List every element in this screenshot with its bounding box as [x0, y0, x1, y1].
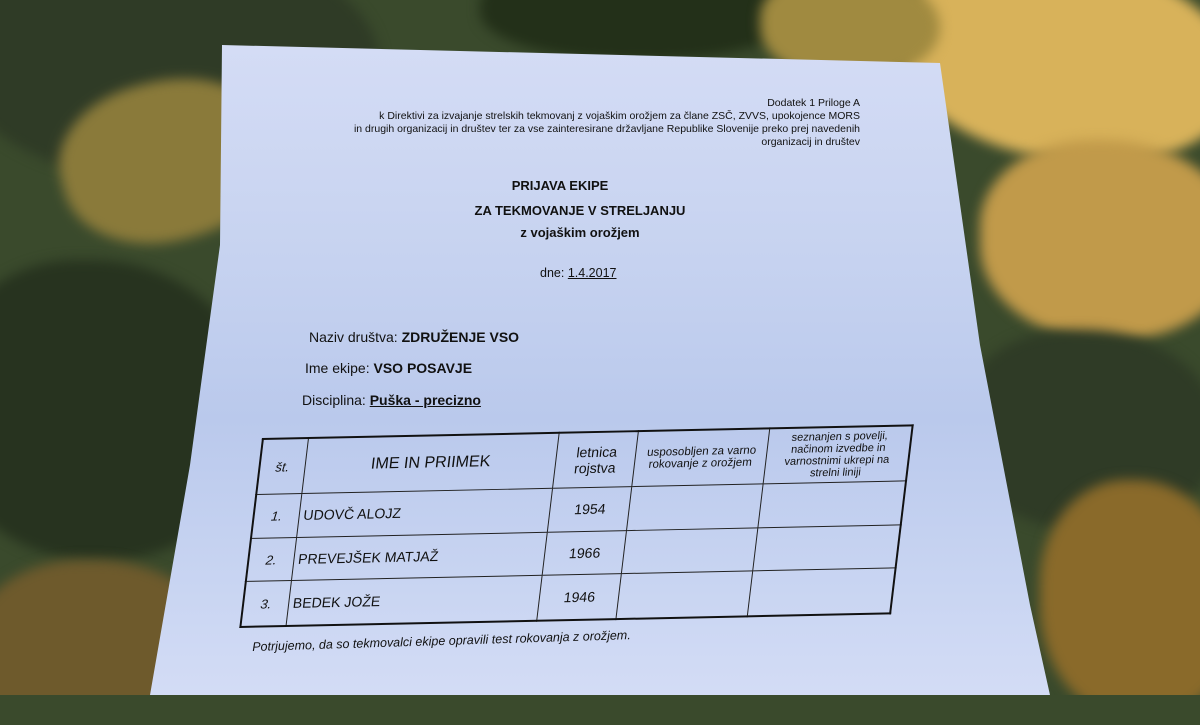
- header-qualified: usposobljen za varno rokovanje z orožjem: [632, 428, 770, 486]
- title-line-2: ZA TEKMOVANJE V STRELJANJU: [474, 203, 686, 218]
- title-line-3: z vojaškim orožjem: [520, 225, 640, 240]
- row-no: 3.: [240, 581, 291, 627]
- row-name: UDOVČ ALOJZ: [296, 488, 553, 537]
- title-line-1: PRIJAVA EKIPE: [511, 178, 609, 193]
- header-line: Dodatek 1 Priloge A: [767, 97, 860, 109]
- team-field: [305, 360, 472, 376]
- header-no: št.: [256, 438, 308, 494]
- team-label: Ime ekipe:: [305, 360, 370, 376]
- row-year: 1946: [537, 574, 622, 621]
- header-line: organizacij in društev: [761, 136, 860, 148]
- row-acquainted-cell: [758, 481, 906, 528]
- row-acquainted-cell: [747, 568, 895, 616]
- club-field: [309, 329, 519, 345]
- team-value: VSO POSAVJE: [373, 360, 473, 376]
- date-label: dne:: [540, 266, 565, 280]
- row-year: 1966: [543, 530, 627, 575]
- row-qualified-cell: [622, 528, 758, 574]
- header-line: k Direktivi za izvajanje strelskih tekmovanj z vojaškim orožjem za člane ZSČ, ZVVS, upokojence MORS: [379, 110, 860, 122]
- row-name: BEDEK JOŽE: [286, 576, 543, 626]
- confirmation-text: Potrjujemo, da so tekmovalci ekipe opravili test rokovanja z orožjem.: [252, 628, 631, 654]
- document-header: [300, 97, 860, 149]
- row-no: 2.: [246, 537, 297, 582]
- header-acquainted: seznanjen s povelji, načinom izvedbe in varnostnimi ukrepi na strelni liniji: [763, 425, 913, 483]
- date-value: 1.4.2017: [567, 266, 617, 280]
- row-qualified-cell: [616, 571, 752, 619]
- header-year: letnica rojstva: [553, 431, 639, 488]
- discipline-label: Disciplina:: [302, 392, 366, 408]
- team-roster-table: [239, 424, 913, 628]
- header-line: in drugih organizacij in društev ter za vse zainteresirane državljane Republike Slovenije preko prej navedenih: [353, 123, 860, 135]
- row-year: 1954: [548, 487, 632, 532]
- club-value: ZDRUŽENJE VSO: [401, 329, 520, 345]
- row-no: 1.: [251, 494, 302, 539]
- discipline-field: [302, 392, 481, 408]
- row-name: PREVEJŠEK MATJAŽ: [291, 532, 548, 581]
- header-name: IME IN PRIIMEK: [302, 433, 560, 494]
- club-label: Naziv društva:: [309, 329, 398, 345]
- row-acquainted-cell: [753, 525, 901, 572]
- discipline-value: Puška - precizno: [369, 392, 481, 408]
- row-qualified-cell: [627, 484, 763, 530]
- date-line: [540, 266, 617, 280]
